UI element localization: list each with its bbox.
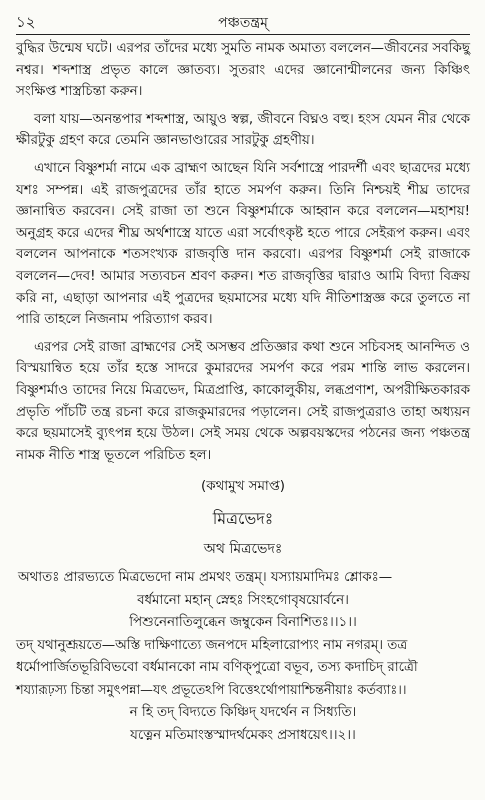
verse-line: বর্ধমানো মহান্ স্নেহঃ সিংহগোবৃষয়োর্বনে। [137, 592, 349, 608]
verse-intro-line: অথাতঃ প্রারভ্যতে মিত্রভেদো নাম প্রমথং তন্ত্রম্। যস্যায়মাদিমঃ শ্লোকঃ— [18, 570, 393, 586]
paragraph-1: বুদ্ধির উন্মেষ ঘটে। এরপর তাঁদের মধ্যে সুমতি নামক অমাত্য বললেন—জীবনের সবকিছু নশ্বর। শব্দশাস্ত্র প্রভৃত কালে জ্ঞাতব্য। সুতরাং এদের জ্ঞানোন্মীলনের জন্য কিঞ্চিৎ সংক্ষিপ্ত শাস্ত্রচিন্তা করুন। [16, 41, 470, 100]
paragraph-2: বলা যায়—অনন্তপার শব্দশাস্ত্র, আয়ুও স্বল্প, জীবনে বিঘ্নও বহু। হংস যেমন নীর থেকে ক্ষীরটুকু গ্রহণ করে তেমনি জ্ঞানভাণ্ডারের সারটুকু গ্রহণীয়। [16, 111, 470, 149]
prose-line: শয্যারূঢ়স্য চিন্তা সমুৎপন্না—যৎ প্রভূতেঽপি বিত্তেঽর্থোপায়াশ্চিন্তনীয়াঃ কর্তব্যাঃ।। [16, 682, 407, 698]
prose-line: তদ্ যথানুশ্রূয়তে—অস্তি দাক্ষিণাত্যে জনপদে মহিলারোপ্যং নাম নগরম্। তত্র [16, 637, 408, 653]
paragraph-4: এরপর সেই রাজা ব্রাহ্মণের সেই অসম্ভব প্রতিজ্ঞার কথা শুনে সচিবসহ আনন্দিত ও বিস্ময়ান্বিত হয়ে তাঁর হস্তে সাদরে কুমারদের সমর্পণ করে পরম শান্তি লাভ করলেন। বিষ্ণুশর্মাও তাদের নিয়ে মিত্রভেদ, মিত্রপ্রাপ্তি, কাকোলুকীয়, লব্ধপ্রণাশ, অপরীক্ষিতকারক প্রভৃতি পাঁচটি তন্ত্র রচনা করে রাজকুমারদের পড়ালেন। সেই রাজপুত্ররাও তাহা অধ্যয়ন করে ছয়মাসেই ব্যুৎপন্ন হয়ে উঠল। সেই সময় থেকে অল্পবয়স্কদের পঠনের জন্য পঞ্চতন্ত্র নামক নীতি শাস্ত্র ভূতলে পরিচিত হল। [16, 339, 470, 463]
verse-line: পিশুনেনাতিলুব্ধেন জম্বুকেন বিনাশিতঃ।।১।। [129, 615, 357, 631]
section-end-caption: (কথামুখ সমাপ্ত) [200, 479, 286, 495]
section-title: মিত্রভেদঃ [212, 509, 274, 529]
running-title: পঞ্চতন্ত্রম্ [218, 15, 268, 31]
book-page [16, 8, 470, 747]
page-header [16, 8, 470, 35]
paragraph-3: এখানে বিষ্ণুশর্মা নামে এক ব্রাহ্মণ আছেন যিনি সর্বশাস্ত্রে পারদর্শী এবং ছাত্রদের মধ্যে যশঃ সম্পন্ন। এই রাজপুত্রদের তাঁর হাতে সমর্পণ করুন। তিনি নিশ্চয়ই শীঘ্র তাদের জ্ঞানান্বিত করবেন। সেই রাজা তা শুনে বিষ্ণুশর্মাকে আহ্বান করে বললেন—মহাশয়! অনুগ্রহ করে এদের শীঘ্র অর্থশাস্ত্রে যাতে এরা সর্বোৎকৃষ্ট হতে পারে সেইরূপ করুন। এবং বললেন আপনাকে শতসংখ্যক রাজবৃত্তি দান করবো। এরপর বিষ্ণুশর্মা সেই রাজাকে বললেন—দেব! আমার সত্যবচন শ্রবণ করুন। শত রাজবৃত্তির দ্বারাও আমি বিদ্যা বিক্রয় করি না, এছাড়া আপনার এই পুত্রদের ছয়মাসের মধ্যে যদি নীতিশাস্ত্রজ্ঞ করে তুলতে না পারি তাহলে নিজনাম পরিত্যাগ করব। [16, 160, 470, 328]
verse-line: যত্নেন মতিমাংস্তস্মাদর্থমেকং প্রসাধয়েৎ।।২।। [130, 727, 356, 743]
verse-line: ন হি তদ্ বিদ্যতে কিঞ্চিদ্ যদর্থেন ন সিধ্যতি। [129, 705, 357, 721]
section-subtitle: অথ মিত্রভেদঃ [203, 541, 283, 558]
page-number: ১২ [16, 13, 36, 31]
prose-line: ধর্মোপার্জিতভূরিবিভবো বর্ধমানকো নাম বণিক্‌পুত্রো বভূব, তস্য কদাচিদ্ রাত্রৌ [16, 660, 418, 676]
